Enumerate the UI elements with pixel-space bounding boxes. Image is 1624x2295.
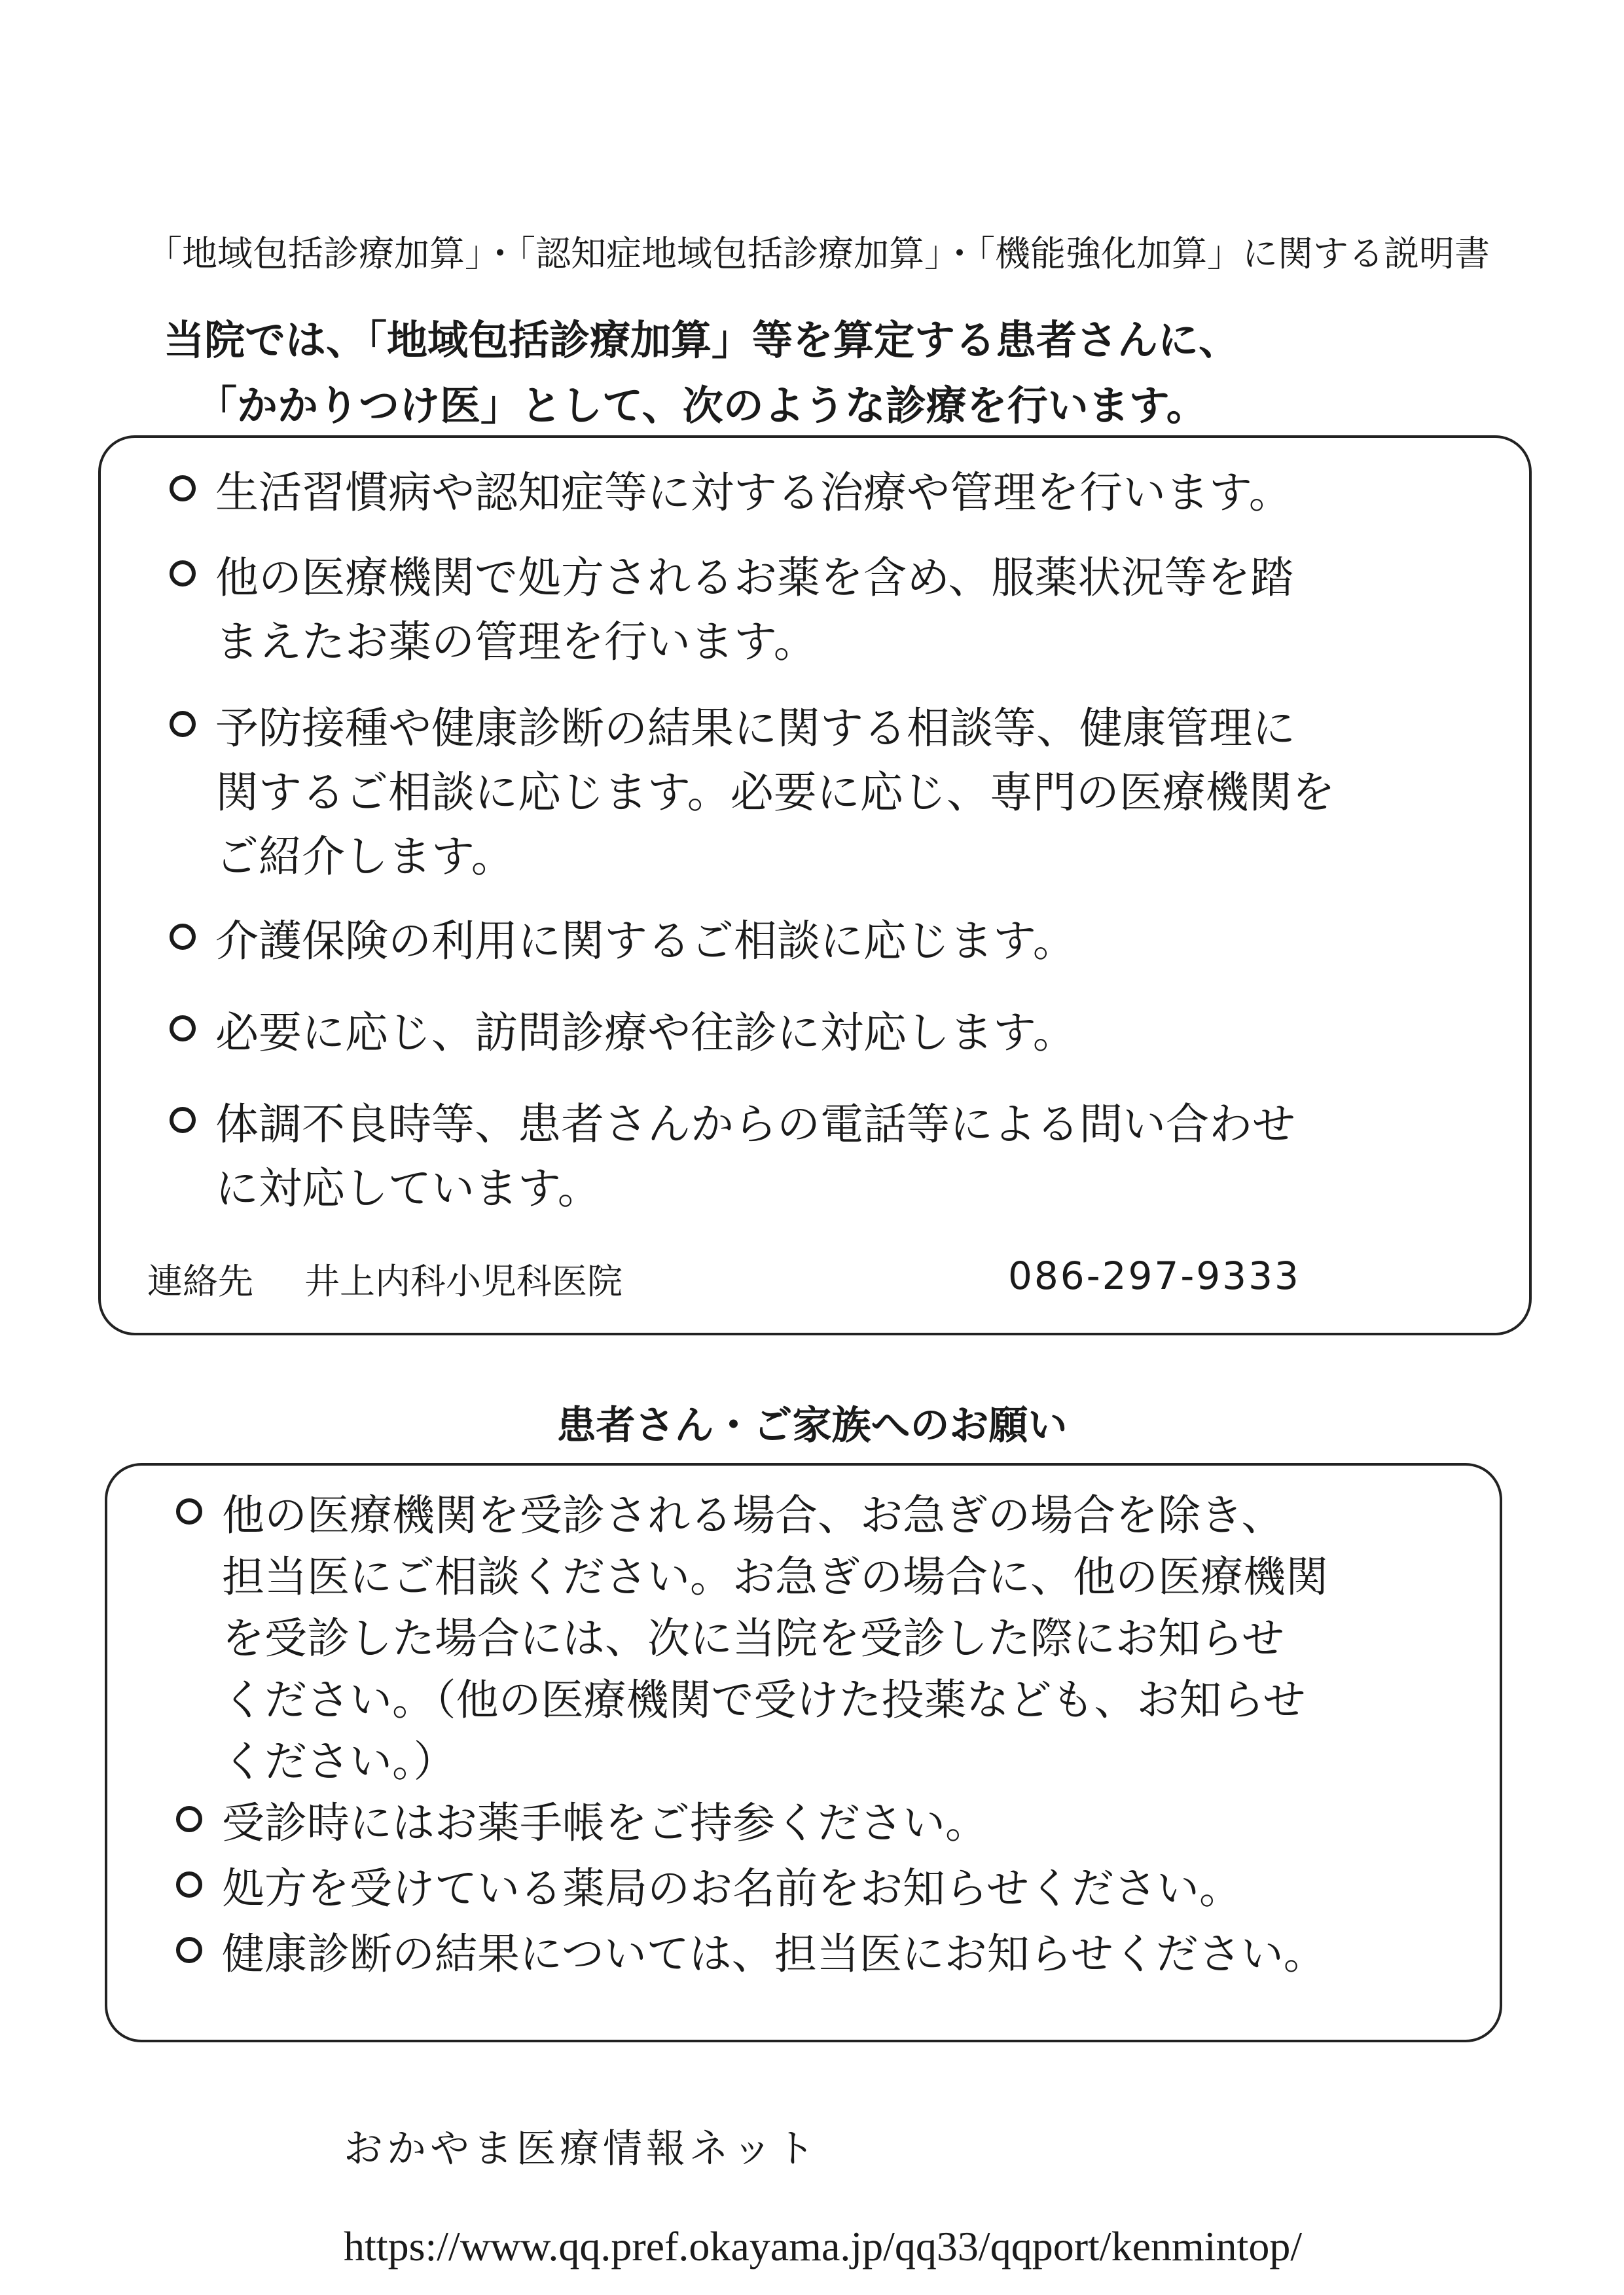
service-item bbox=[170, 1093, 1531, 1221]
service-item-text: 生活習慣病や認知症等に対する治療や管理を行います。 bbox=[215, 467, 1292, 518]
footer-site-name: おかやま医療情報ネット bbox=[344, 2126, 819, 2172]
request-item bbox=[176, 1924, 1538, 1985]
circle-bullet-icon bbox=[170, 1107, 196, 1133]
circle-bullet-icon bbox=[170, 1015, 196, 1041]
phone-number: 086-297-9333 bbox=[1008, 1254, 1301, 1298]
clinic-name: 井上内科小児科医院 bbox=[304, 1261, 623, 1302]
request-item bbox=[176, 1858, 1538, 1920]
service-item-text: 必要に応じ、訪問診療や往診に対応します。 bbox=[215, 1007, 1076, 1058]
request-item-text: 健康診断の結果については、担当医にお知らせください。 bbox=[222, 1930, 1326, 1979]
service-item-text: 予防接種や健康診断の結果に関する相談等、健康管理に 関するご相談に応じます。必要に応じ、専門の医療機関を ご紹介します。 bbox=[215, 703, 1335, 882]
circle-bullet-icon bbox=[170, 711, 196, 737]
circle-bullet-icon bbox=[176, 1498, 202, 1525]
request-item-text: 処方を受けている薬局のお名前をお知らせください。 bbox=[222, 1864, 1242, 1913]
service-item-text: 介護保険の利用に関するご相談に応じます。 bbox=[215, 916, 1076, 966]
service-item bbox=[170, 909, 1531, 973]
requests-heading: 患者さん・ご家族へのお願い bbox=[556, 1403, 1068, 1449]
request-item-text: 受診時にはお薬手帳をご持参ください。 bbox=[222, 1799, 988, 1848]
circle-bullet-icon bbox=[176, 1806, 202, 1832]
request-item-text: 他の医療機関を受診される場合、お急ぎの場合を除き、 担当医にご相談ください。お急ぎの場合に、他の医療機関 を受診した場合には、次に当院を受診した際にお知らせ ください。（他の医療機関で受けた投薬なども、お知らせ ください。） bbox=[222, 1491, 1329, 1786]
circle-bullet-icon bbox=[176, 1871, 202, 1898]
requests-box bbox=[105, 1463, 1502, 2042]
circle-bullet-icon bbox=[170, 475, 196, 501]
service-item-text: 他の医療機関で処方されるお薬を含め、服薬状況等を踏 まえたお薬の管理を行います。 bbox=[215, 552, 1294, 667]
service-item-text: 体調不良時等、患者さんからの電話等による問い合わせ に対応しています。 bbox=[215, 1099, 1295, 1214]
service-item bbox=[170, 1001, 1531, 1065]
services-box bbox=[98, 435, 1532, 1335]
intro-text bbox=[164, 308, 1407, 439]
service-item bbox=[170, 461, 1531, 525]
request-item bbox=[176, 1485, 1538, 1793]
document-title: 「地域包括診療加算」・「認知症地域包括診療加算」・「機能強化加算」に関する説明書 bbox=[147, 233, 1490, 274]
service-item bbox=[170, 546, 1531, 674]
contact-info bbox=[147, 1254, 1424, 1306]
service-item bbox=[170, 696, 1531, 889]
circle-bullet-icon bbox=[170, 924, 196, 950]
intro-line-1: 当院では、「地域包括診療加算」等を算定する患者さんに、 bbox=[164, 316, 1240, 364]
footer-url-link[interactable]: https://www.qq.pref.okayama.jp/qq33/qqport/kenmintop/ bbox=[344, 2223, 1303, 2269]
circle-bullet-icon bbox=[170, 560, 196, 587]
circle-bullet-icon bbox=[176, 1937, 202, 1963]
intro-line-2: 「かかりつけ医」として、次のような診療を行います。 bbox=[196, 382, 1207, 429]
request-item bbox=[176, 1793, 1538, 1854]
contact-label: 連絡先 bbox=[147, 1261, 253, 1302]
